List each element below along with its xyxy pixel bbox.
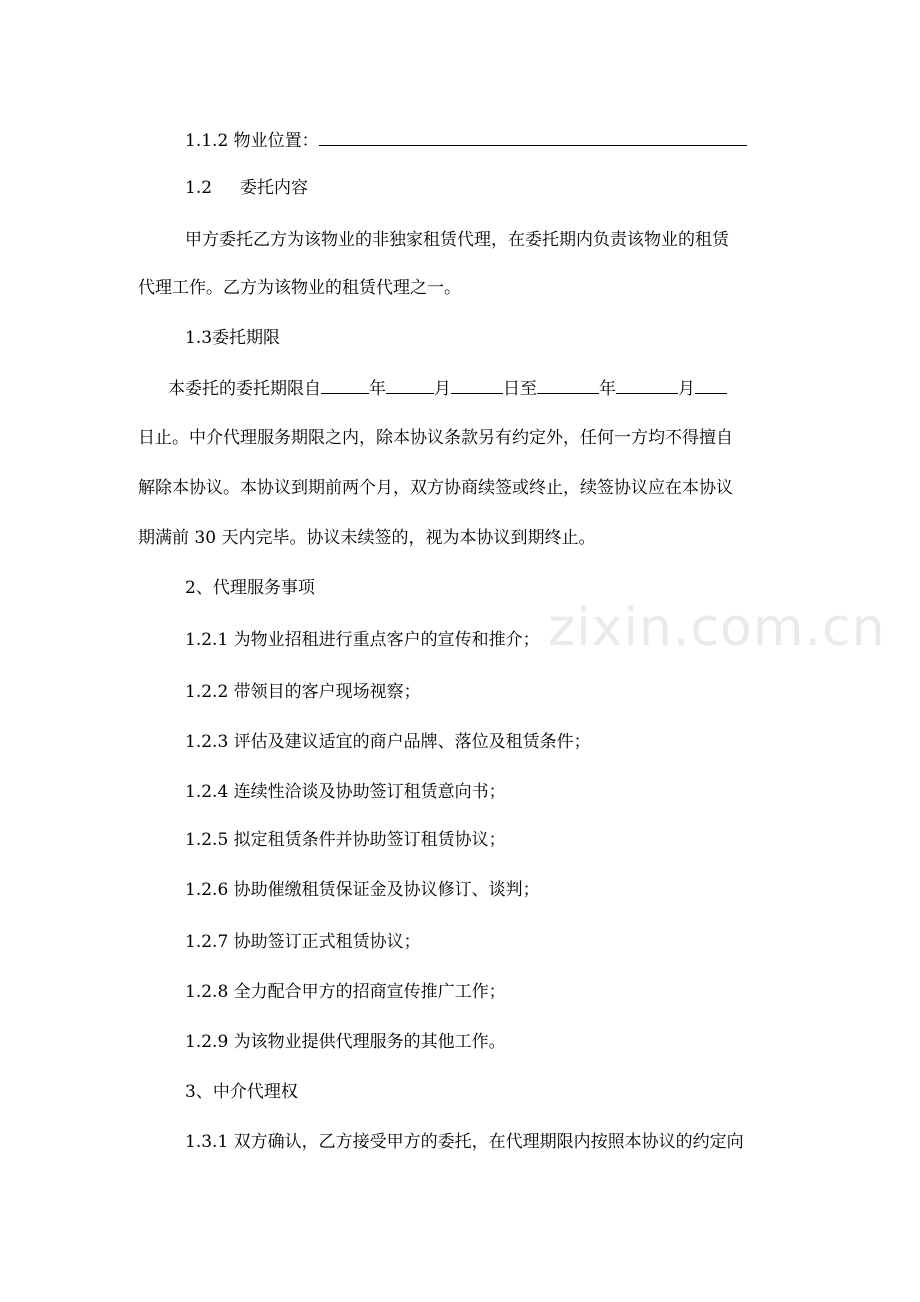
paragraph-line: 代理工作。乙方为该物业的租赁代理之一。	[138, 278, 461, 298]
list-item: 1.2.3 评估及建议适宜的商户品牌、落位及租赁条件；	[185, 732, 591, 752]
section-heading: 3、中介代理权	[185, 1082, 298, 1102]
watermark: zixin.com.cn	[548, 598, 886, 658]
end-day-blank[interactable]	[695, 376, 727, 394]
paragraph-line: 期满前 30 天内完毕。协议未续签的，视为本协议到期终止。	[138, 528, 596, 548]
start-month-blank[interactable]	[386, 376, 434, 394]
paragraph-line: 解除本协议。本协议到期前两个月，双方协商续签或终止，续签协议应在本协议	[138, 478, 733, 498]
end-month-blank[interactable]	[616, 376, 678, 394]
year-label: 年	[369, 379, 386, 399]
list-item: 1.2.8 全力配合甲方的招商宣传推广工作；	[185, 982, 506, 1002]
section-heading	[185, 176, 308, 200]
day-to-label: 日至	[503, 379, 537, 399]
list-item: 1.2.6 协助催缴租赁保证金及协议修订、谈判；	[185, 880, 540, 900]
month-label: 月	[678, 379, 695, 399]
paragraph-line: 甲方委托乙方为该物业的非独家租赁代理，在委托期内负责该物业的租赁	[185, 230, 729, 250]
paragraph-line: 日止。中介代理服务期限之内，除本协议条款另有约定外，任何一方均不得擅自	[138, 428, 733, 448]
term-line	[168, 376, 727, 401]
list-item: 1.2.1 为物业招租进行重点客户的宣传和推介；	[185, 630, 540, 650]
list-item: 1.2.2 带领目的客户现场视察；	[185, 682, 421, 702]
end-year-blank[interactable]	[537, 376, 599, 394]
list-item: 1.2.4 连续性洽谈及协助签订租赁意向书；	[185, 782, 506, 802]
list-item: 1.2.7 协助签订正式租赁协议；	[185, 932, 421, 952]
list-item: 1.2.9 为该物业提供代理服务的其他工作。	[185, 1032, 506, 1052]
property-location-label: 1.1.2 物业位置：	[185, 131, 319, 151]
section-heading: 1.3委托期限	[185, 328, 281, 348]
year-label: 年	[599, 379, 616, 399]
paragraph-line: 1.3.1 双方确认，乙方接受甲方的委托，在代理期限内按照本协议的约定向	[185, 1132, 744, 1152]
list-item: 1.2.5 拟定租赁条件并协助签订租赁协议；	[185, 830, 506, 850]
start-year-blank[interactable]	[321, 376, 369, 394]
term-prefix: 本委托的委托期限自	[168, 379, 321, 399]
section-heading: 2、代理服务事项	[185, 578, 315, 598]
property-location-line	[185, 128, 747, 153]
property-location-blank[interactable]	[319, 128, 747, 146]
section-number: 1.2	[185, 178, 213, 198]
month-label: 月	[434, 379, 451, 399]
section-title: 委托内容	[240, 178, 309, 198]
start-day-blank[interactable]	[451, 376, 503, 394]
